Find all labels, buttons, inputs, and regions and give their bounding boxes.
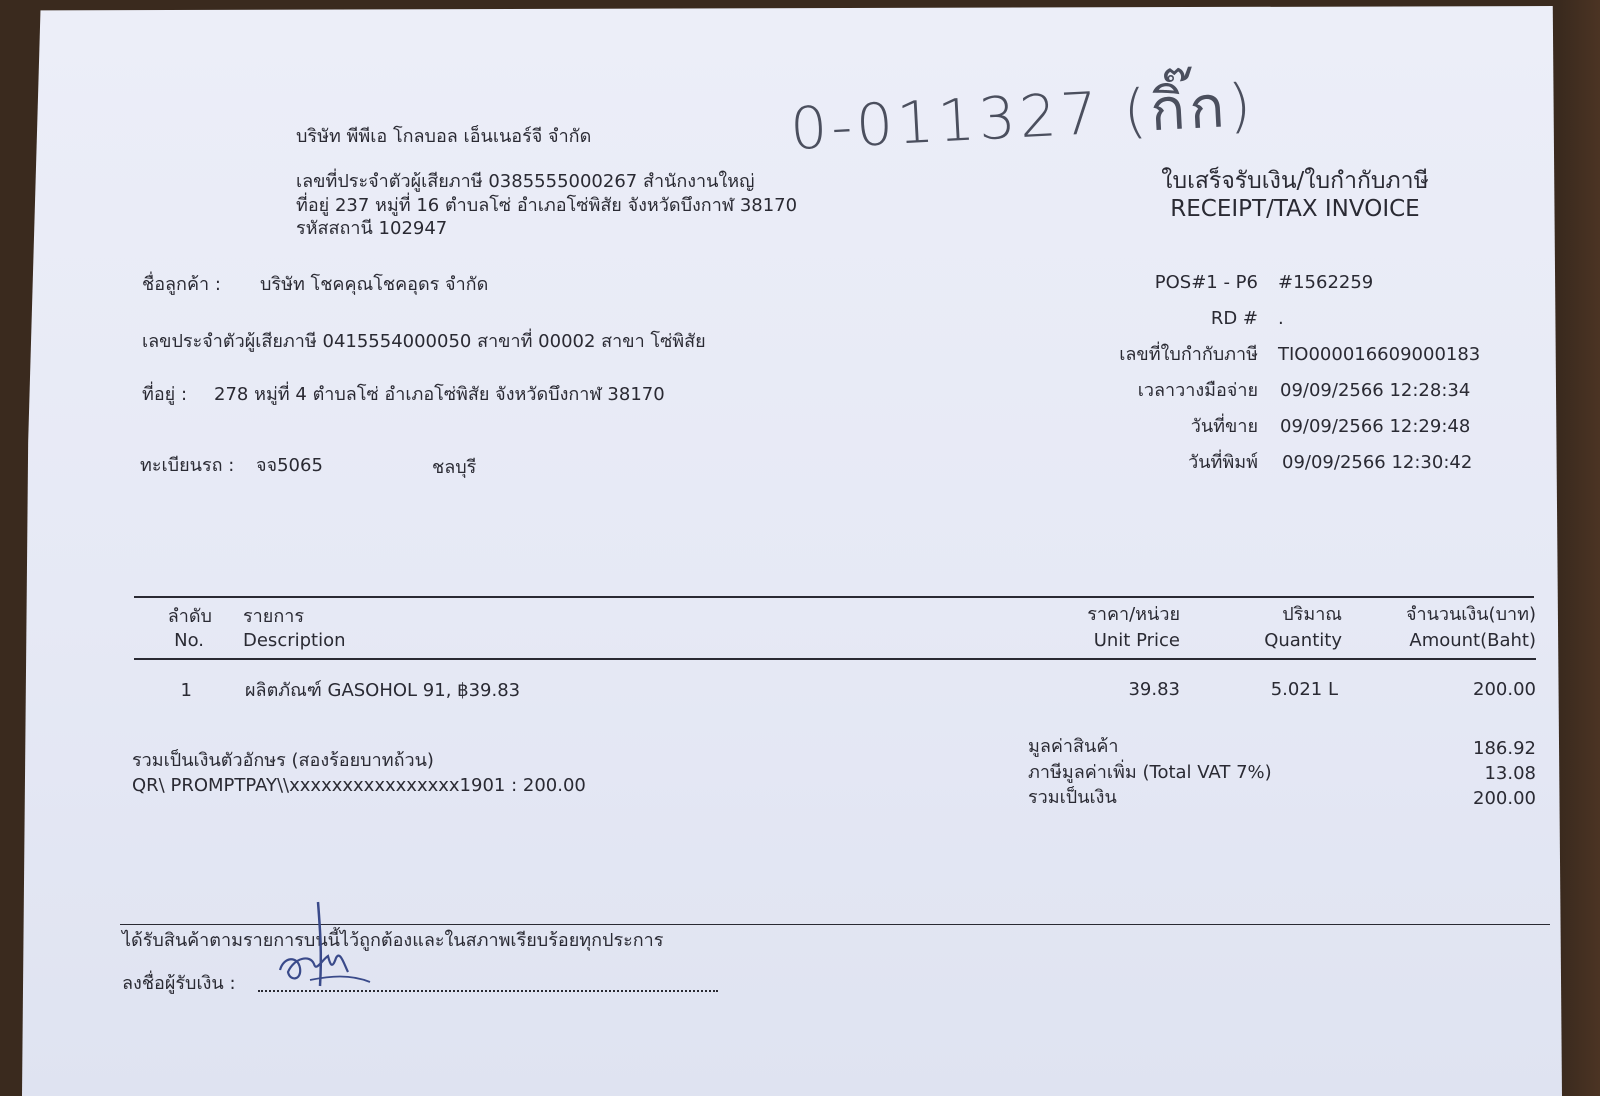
meta-label: เวลาวางมือจ่าย (1137, 380, 1258, 401)
col-header-qty-th: ปริมาณ (1282, 604, 1342, 625)
meta-label: POS#1 - P6 (1154, 272, 1258, 293)
company-tax-id: เลขที่ประจำตัวผู้เสียภาษี 0385555000267 สำนักงานใหญ่ (296, 171, 755, 192)
row-unit-price: 39.83 (1128, 679, 1180, 700)
col-header-amount-en: Amount(Baht) (1409, 630, 1536, 651)
meta-value: 09/09/2566 12:28:34 (1280, 380, 1471, 401)
subtotal-value: 186.92 (1473, 738, 1536, 759)
meta-label: วันที่ขาย (1190, 416, 1258, 437)
meta-value: 09/09/2566 12:29:48 (1280, 416, 1471, 437)
grand-total-label: รวมเป็นเงิน (1028, 787, 1117, 808)
signature-label: ลงชื่อผู้รับเงิน : (122, 973, 236, 994)
plate-number: จจ5065 (256, 455, 323, 476)
meta-value: TIO000016609000183 (1278, 344, 1481, 365)
doc-title-thai: ใบเสร็จรับเงิน/ใบกำกับภาษี (1161, 168, 1429, 194)
col-header-amount-th: จำนวนเงิน(บาท) (1405, 604, 1536, 625)
grand-total-value: 200.00 (1473, 788, 1536, 809)
col-header-qty-en: Quantity (1264, 630, 1342, 651)
col-header-desc-th: รายการ (243, 606, 304, 627)
row-description: ผลิตภัณฑ์ GASOHOL 91, ฿39.83 (245, 680, 521, 701)
plate-label: ทะเบียนรถ : (140, 455, 235, 476)
plate-province: ชลบุรี (432, 457, 477, 478)
doc-title-english: RECEIPT/TAX INVOICE (1170, 196, 1420, 222)
meta-label: เลขที่ใบกำกับภาษี (1119, 344, 1258, 365)
col-header-no-en: No. (174, 630, 204, 651)
company-name: บริษัท พีพีเอ โกลบอล เอ็นเนอร์จี จำกัด (296, 126, 592, 147)
vat-label: ภาษีมูลค่าเพิ่ม (Total VAT 7%) (1028, 762, 1272, 783)
vat-value: 13.08 (1484, 763, 1536, 784)
meta-value: #1562259 (1278, 272, 1374, 293)
payment-method: QR\ PROMPTPAY\\xxxxxxxxxxxxxxxx1901 : 200.00 (132, 775, 586, 796)
amount-in-words: รวมเป็นเงินตัวอักษร (สองร้อยบาทถ้วน) (132, 750, 434, 771)
meta-value: . (1278, 308, 1284, 329)
row-quantity: 5.021 L (1270, 679, 1338, 700)
col-header-price-th: ราคา/หน่วย (1087, 604, 1180, 625)
row-amount: 200.00 (1473, 679, 1536, 700)
customer-address: 278 หมู่ที่ 4 ตำบลโซ่ อำเภอโซ่พิสัย จังหวัดบึงกาฬ 38170 (214, 384, 665, 405)
received-statement: ได้รับสินค้าตามรายการบนนี้ไว้ถูกต้องและในสภาพเรียบร้อยทุกประการ (122, 930, 664, 951)
col-header-desc-en: Description (243, 630, 346, 651)
station-code: รหัสสถานี 102947 (296, 218, 448, 239)
customer-name: บริษัท โชคคุณโชคอุดร จำกัด (260, 274, 489, 295)
paper-edge-shadow (1560, 0, 1600, 1096)
handwritten-note: 0-011327 (กิ๊ก) (788, 70, 1257, 164)
meta-label: วันที่พิมพ์ (1188, 452, 1258, 473)
subtotal-label: มูลค่าสินค้า (1028, 736, 1119, 757)
row-no: 1 (180, 680, 192, 701)
meta-label: RD # (1210, 308, 1258, 329)
col-header-no-th: ลำดับ (167, 606, 212, 627)
meta-value: 09/09/2566 12:30:42 (1282, 452, 1473, 473)
customer-name-label: ชื่อลูกค้า : (142, 274, 221, 295)
table-header-rule (134, 658, 1536, 660)
handwritten-signature (270, 898, 380, 998)
table-top-rule (134, 596, 1534, 598)
col-header-price-en: Unit Price (1093, 630, 1180, 651)
customer-tax-id: เลขประจำตัวผู้เสียภาษี 0415554000050 สาขาที่ 00002 สาขา โซ่พิสัย (142, 331, 706, 352)
company-address: ที่อยู่ 237 หมู่ที่ 16 ตำบลโซ่ อำเภอโซ่พิสัย จังหวัดบึงกาฬ 38170 (296, 195, 798, 216)
customer-address-label: ที่อยู่ : (142, 384, 188, 405)
